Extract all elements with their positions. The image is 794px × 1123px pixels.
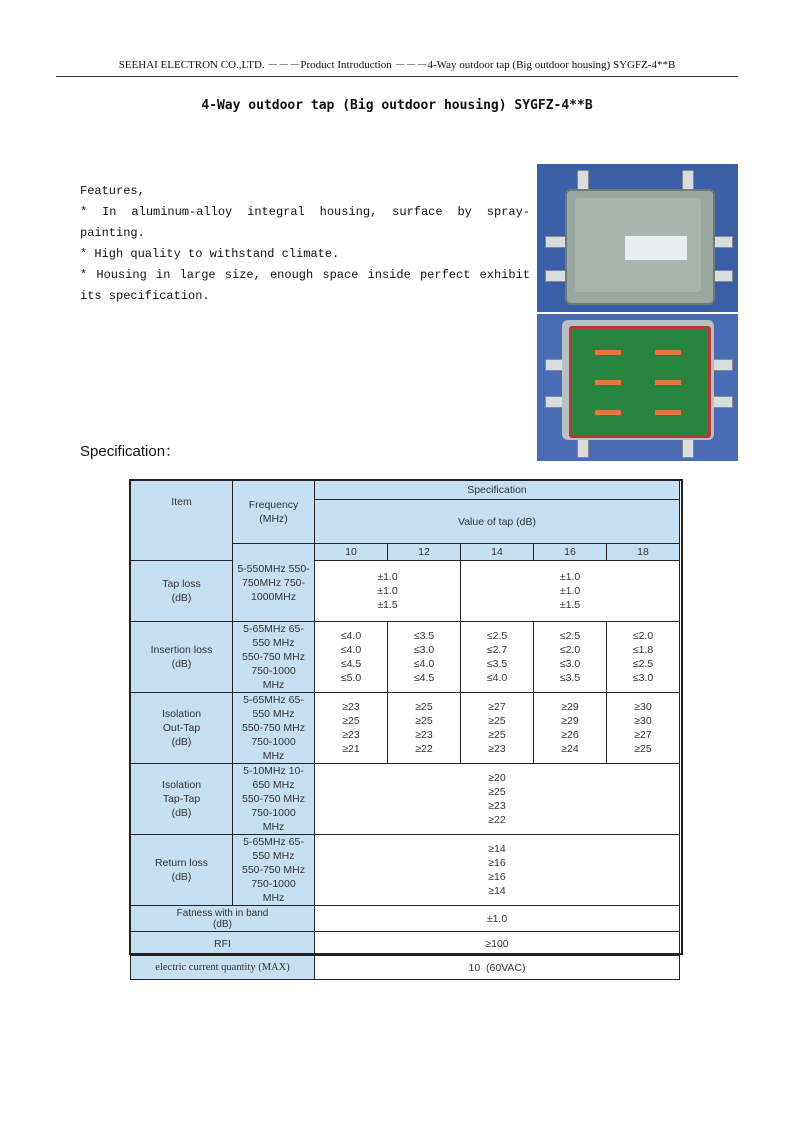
tap-value-header: 10 (315, 544, 388, 561)
features-heading: Features, (80, 184, 145, 198)
tap-value-header: 14 (461, 544, 534, 561)
return-loss-value: ≥14 ≥16 ≥16 ≥14 (315, 835, 680, 906)
insertion-loss-value: ≤2.0 ≤1.8 ≤2.5 ≤3.0 (607, 622, 680, 693)
insertion-loss-value: ≤2.5 ≤2.0 ≤3.0 ≤3.5 (534, 622, 607, 693)
header-item: Item (131, 481, 233, 561)
isolation-out-tap-value: ≥25 ≥25 ≥23 ≥22 (388, 693, 461, 764)
isolation-tap-tap-frequency: 5-10MHz 10-650 MHz 550-750 MHz 750-1000 MHz (233, 764, 315, 835)
tap-loss-frequency: 5-550MHz 550-750MHz 750-1000MHz (233, 544, 315, 622)
specification-table (130, 480, 680, 980)
features-section (80, 181, 530, 307)
isolation-tap-tap-value: ≥20 ≥25 ≥23 ≥22 (315, 764, 680, 835)
insertion-loss-value: ≤2.5 ≤2.7 ≤3.5 ≤4.0 (461, 622, 534, 693)
tap-value-header: 12 (388, 544, 461, 561)
tap-loss-value-14-18: ±1.0 ±1.0 ±1.5 (461, 561, 680, 622)
insertion-loss-value: ≤3.5 ≤3.0 ≤4.0 ≤4.5 (388, 622, 461, 693)
insertion-loss-value: ≤4.0 ≤4.0 ≤4.5 ≤5.0 (315, 622, 388, 693)
insertion-loss-row (131, 622, 680, 693)
header-specification: Specification (315, 481, 680, 500)
isolation-out-tap-value: ≥23 ≥25 ≥23 ≥21 (315, 693, 388, 764)
return-loss-label: Return loss (dB) (131, 835, 233, 906)
product-photo-open (537, 314, 738, 461)
isolation-out-tap-row (131, 693, 680, 764)
isolation-out-tap-value: ≥27 ≥25 ≥25 ≥23 (461, 693, 534, 764)
rfi-value: ≥100 (315, 932, 680, 956)
feature-item: * Housing in large size, enough space inside perfect exhibit its specification. (80, 268, 530, 303)
current-label: electric current quantity (MAX) (131, 956, 315, 980)
header-value-of-tap: Value of tap (dB) (315, 500, 680, 544)
flatness-label: Fatness with in band (dB) (131, 906, 315, 932)
isolation-tap-tap-label: Isolation Tap-Tap (dB) (131, 764, 233, 835)
insertion-loss-label: Insertion loss (dB) (131, 622, 233, 693)
specification-heading: Specification： (80, 443, 181, 460)
flatness-value: ±1.0 (315, 906, 680, 932)
tap-loss-label: Tap loss (dB) (131, 561, 233, 622)
isolation-out-tap-label: Isolation Out-Tap (dB) (131, 693, 233, 764)
header-divider (56, 76, 738, 77)
rfi-label: RFI (131, 932, 315, 956)
insertion-loss-frequency: 5-65MHz 65-550 MHz 550-750 MHz 750-1000 MHz (233, 622, 315, 693)
isolation-out-tap-value: ≥30 ≥30 ≥27 ≥25 (607, 693, 680, 764)
current-value: 10 (60VAC) (315, 956, 680, 980)
feature-item: * In aluminum-alloy integral housing, surface by spray-painting. (80, 205, 530, 240)
return-loss-frequency: 5-65MHz 65-550 MHz 550-750 MHz 750-1000 MHz (233, 835, 315, 906)
page-title: 4-Way outdoor tap (Big outdoor housing) SYGFZ-4**B (201, 98, 593, 113)
tap-value-header: 16 (534, 544, 607, 561)
header-frequency: Frequency (MHz) (233, 481, 315, 544)
running-header: SEEHAI ELECTRON CO.,LTD. －－－Product Introduction －－－4-Way outdoor tap (Big outdoor housing) SYGFZ-4**B (118, 59, 676, 71)
product-photo-closed (537, 164, 738, 312)
isolation-out-tap-value: ≥29 ≥29 ≥26 ≥24 (534, 693, 607, 764)
feature-item: * High quality to withstand climate. (80, 247, 340, 261)
tap-value-header: 18 (607, 544, 680, 561)
tap-loss-value-10-12: ±1.0 ±1.0 ±1.5 (315, 561, 461, 622)
isolation-out-tap-frequency: 5-65MHz 65-550 MHz 550-750 MHz 750-1000 MHz (233, 693, 315, 764)
